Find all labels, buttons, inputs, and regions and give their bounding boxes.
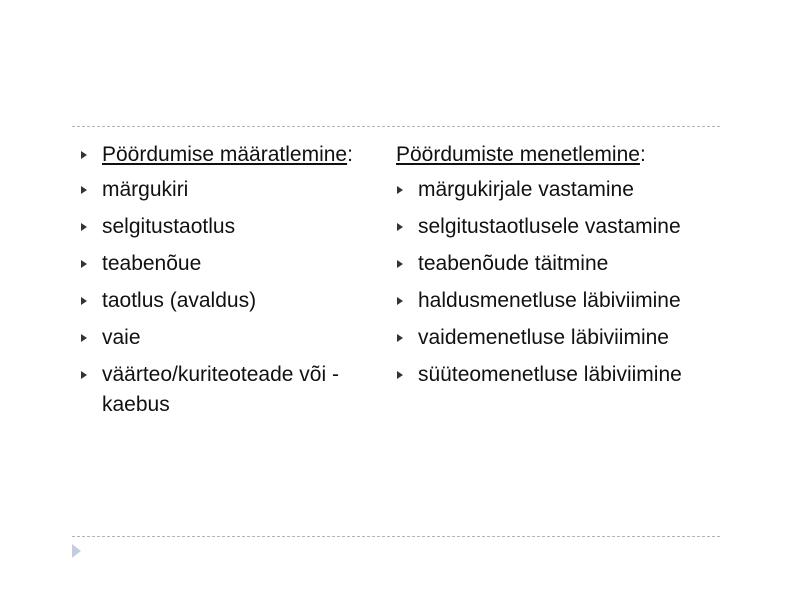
bottom-divider [72, 536, 720, 537]
list-item [394, 286, 714, 316]
triangle-bullet-icon [397, 334, 403, 342]
list-item [78, 249, 388, 279]
triangle-bullet-icon [81, 297, 87, 305]
list-item-text: süüteomenetluse läbiviimine [418, 363, 682, 386]
triangle-bullet-icon [81, 260, 87, 268]
list-item-text: taotlus (avaldus) [102, 289, 257, 312]
triangle-bullet-icon [81, 371, 87, 379]
left-heading-colon: : [347, 143, 353, 166]
triangle-bullet-icon [397, 186, 403, 194]
left-heading-text: Pöördumise määratlemine [102, 143, 348, 166]
list-item-text: selgitustaotlusele vastamine [418, 215, 681, 238]
list-item-text: teabenõue [102, 252, 202, 275]
list-item [78, 360, 388, 420]
list-item-text: märgukiri [102, 178, 189, 201]
right-heading [394, 140, 714, 170]
right-heading-text: Pöördumiste menetlemine [396, 143, 640, 166]
triangle-bullet-icon [81, 151, 87, 159]
list-item [78, 286, 388, 316]
list-item-text: haldusmenetluse läbiviimine [418, 289, 681, 312]
triangle-bullet-icon [81, 186, 87, 194]
list-item-text: märgukirjale vastamine [418, 178, 634, 201]
list-item-text: vaie [102, 326, 141, 349]
list-item-text: teabenõude täitmine [418, 252, 609, 275]
list-item [394, 360, 714, 390]
list-item [78, 323, 388, 353]
triangle-bullet-icon [81, 223, 87, 231]
list-item [78, 175, 388, 205]
list-item [394, 249, 714, 279]
triangle-nav-icon[interactable] [72, 544, 81, 558]
left-heading [78, 140, 388, 170]
triangle-bullet-icon [397, 260, 403, 268]
list-item-text: väärteo/kuriteoteade või -kaebus [102, 363, 339, 416]
list-item [394, 175, 714, 205]
list-item [394, 323, 714, 353]
list-item [394, 212, 714, 242]
right-column [394, 140, 714, 397]
triangle-bullet-icon [397, 223, 403, 231]
left-column [78, 140, 388, 427]
list-item-text: vaidemenetluse läbiviimine [418, 326, 669, 349]
triangle-bullet-icon [397, 297, 403, 305]
top-divider [72, 126, 720, 127]
list-item [78, 212, 388, 242]
triangle-bullet-icon [397, 371, 403, 379]
list-item-text: selgitustaotlus [102, 215, 236, 238]
right-heading-colon: : [639, 143, 646, 166]
triangle-bullet-icon [81, 334, 87, 342]
